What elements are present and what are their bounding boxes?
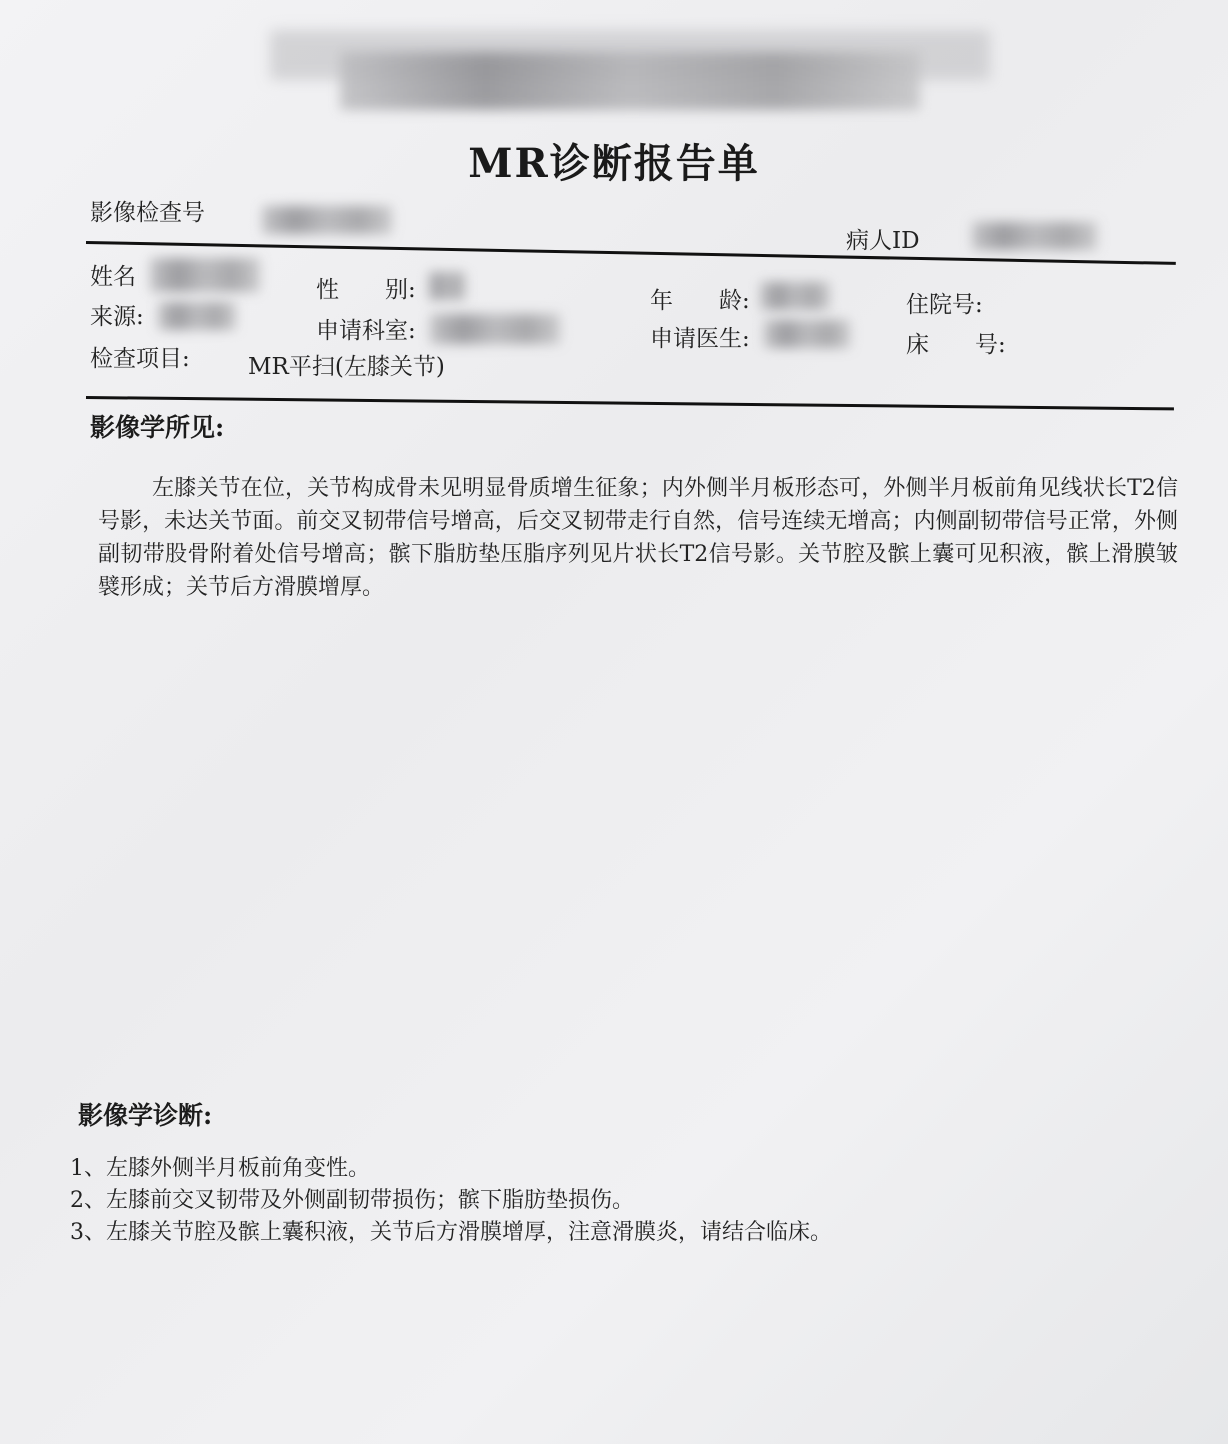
redacted-gender	[428, 272, 466, 300]
department-label: 申请科室:	[316, 318, 416, 344]
doctor-label: 申请医生:	[650, 326, 750, 352]
diagnosis-item: 1、左膝外侧半月板前角变性。	[70, 1156, 370, 1181]
report-title: MR诊断报告单	[468, 140, 760, 187]
bed-number-label: 床 号:	[906, 332, 1006, 358]
diagnosis-list	[70, 1154, 1070, 1248]
redacted-exam-number	[262, 206, 392, 234]
age-label: 年 龄:	[650, 288, 750, 314]
name-label: 姓名	[90, 264, 136, 290]
exam-number-label: 影像检查号	[90, 200, 205, 226]
redacted-patient-id	[972, 222, 1097, 250]
source-label: 来源:	[90, 304, 144, 330]
diagnosis-item: 2、左膝前交叉韧带及外侧副韧带损伤；髌下脂肪垫损伤。	[70, 1188, 634, 1213]
info-divider-line	[86, 396, 1174, 410]
exam-item-value: MR平扫(左膝关节)	[248, 354, 445, 380]
exam-item-label: 检查项目:	[90, 346, 190, 372]
redacted-doctor	[764, 320, 850, 348]
findings-text: 左膝关节在位，关节构成骨未见明显骨质增生征象；内外侧半月板形态可，外侧半月板前角见线状长T2信号影，未达关节面。前交叉韧带信号增高，后交叉韧带走行自然，信号连续无增高；内侧副韧带信号正常，外侧副韧带股骨附着处信号增高；髌下脂肪垫压脂序列见片状长T2信号影。关节腔及髌上囊可见积液，髌上滑膜皱襞形成；关节后方滑膜增厚。	[98, 476, 1178, 600]
diagnosis-item: 3、左膝关节腔及髌上囊积液，关节后方滑膜增厚，注意滑膜炎，请结合临床。	[70, 1220, 832, 1245]
redacted-department	[430, 314, 560, 344]
redacted-age	[760, 282, 830, 310]
redacted-source	[158, 302, 236, 330]
gender-label: 性 别:	[316, 277, 416, 303]
redacted-name	[150, 258, 260, 292]
admission-number-label: 住院号:	[906, 292, 983, 318]
diagnosis-heading: 影像学诊断:	[78, 1101, 213, 1130]
findings-heading: 影像学所见:	[90, 413, 225, 442]
redacted-hospital-name	[340, 52, 920, 110]
patient-id-label: 病人ID	[846, 228, 920, 254]
